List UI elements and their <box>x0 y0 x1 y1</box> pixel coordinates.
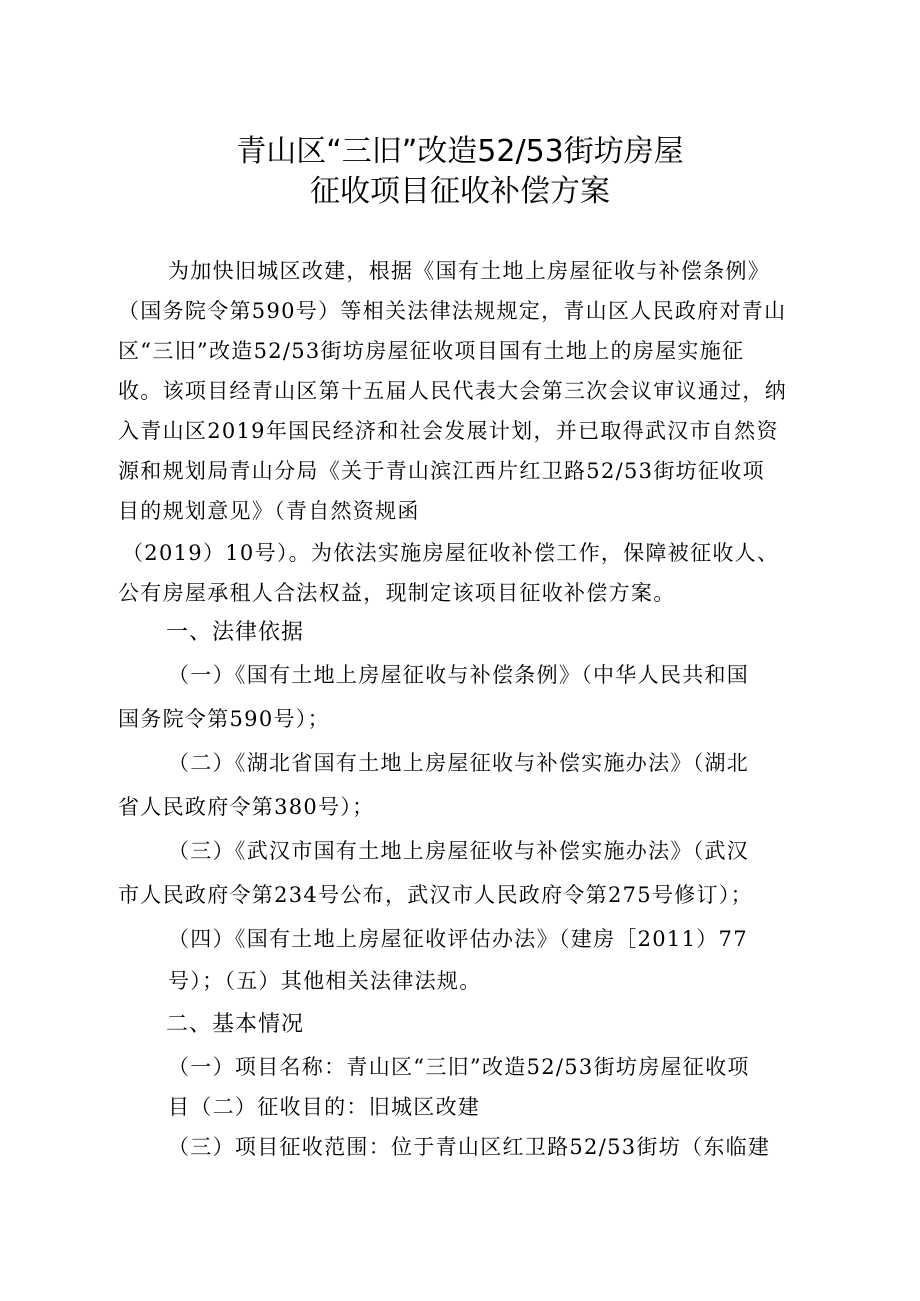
intro-line: 源和规划局青山分局《关于青山滨江西片红卫路52/53街坊征收项 <box>118 459 765 483</box>
document-title-line-1: 青山区“三旧”改造52/53街坊房屋 <box>236 134 684 169</box>
legal-basis-line: （三）《武汉市国有土地上房屋征收与补偿实施办法》（武汉 <box>168 839 750 863</box>
section-heading-legal-basis: 一、法律依据 <box>166 620 305 645</box>
section-heading-basic-info: 二、基本情况 <box>166 1012 305 1037</box>
intro-line: 收。该项目经青山区第十五届人民代表大会第三次会议审议通过，纳 <box>118 379 787 403</box>
legal-basis-line: （一）《国有土地上房屋征收与补偿条例》（中华人民共和国 <box>168 663 750 687</box>
legal-basis-line: （四）《国有土地上房屋征收评估办法》（建房［2011）77 <box>168 927 748 951</box>
document-title-line-2: 征收项目征收补偿方案 <box>310 174 610 209</box>
intro-line: 区“三旧”改造52/53街坊房屋征收项目国有土地上的房屋实施征 <box>118 339 745 363</box>
legal-basis-line: 省人民政府令第380号）； <box>118 795 375 819</box>
intro-line: （2019）10号）。为依法实施房屋征收补偿工作，保障被征收人、 <box>122 541 780 565</box>
intro-line: （国务院令第590号）等相关法律法规规定，青山区人民政府对青山 <box>118 299 787 323</box>
intro-line: 公有房屋承租人合法权益，现制定该项目征收补偿方案。 <box>118 581 676 605</box>
intro-line: 目的规划意见》（青自然资规函 <box>118 499 420 523</box>
intro-line: 为加快旧城区改建，根据《国有土地上房屋征收与补偿条例》 <box>168 259 771 283</box>
intro-line: 入青山区2019年国民经济和社会发展计划，并已取得武汉市自然资 <box>118 419 779 443</box>
legal-basis-line: 号）；（五）其他相关法律法规。 <box>168 969 482 993</box>
legal-basis-line: （二）《湖北省国有土地上房屋征收与补偿实施办法》（湖北 <box>168 751 750 775</box>
basic-info-line: 目（二）征收目的：旧城区改建 <box>168 1095 481 1119</box>
legal-basis-line: 市人民政府令第234号公布，武汉市人民政府令第275号修订）； <box>118 883 753 907</box>
legal-basis-line: 国务院令第590号）； <box>118 707 330 731</box>
basic-info-line: （三）项目征收范围：位于青山区红卫路52/53街坊（东临建 <box>168 1135 771 1159</box>
basic-info-line: （一）项目名称：青山区“三旧”改造52/53街坊房屋征收项 <box>168 1055 750 1079</box>
